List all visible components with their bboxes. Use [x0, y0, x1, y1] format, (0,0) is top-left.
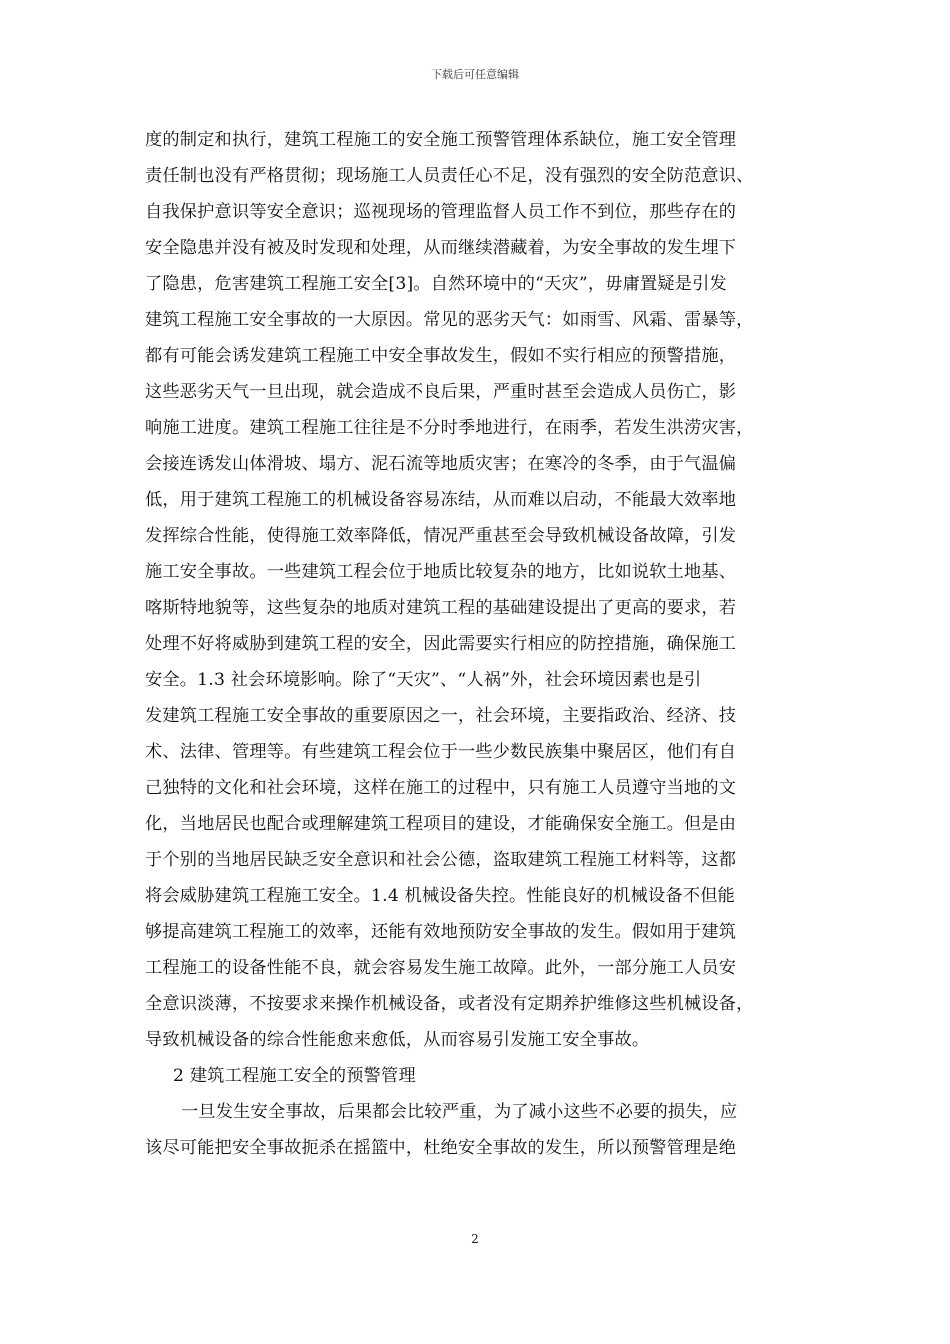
body-line: 建筑工程施工安全事故的一大原因。常见的恶劣天气：如雨雪、风霜、雷暴等， — [145, 310, 754, 330]
section-heading: 2 建筑工程施工安全的预警管理 — [173, 1066, 416, 1086]
body-line: 度的制定和执行，建筑工程施工的安全施工预警管理体系缺位，施工安全管理 — [145, 130, 737, 150]
body-line: 导致机械设备的综合性能愈来愈低，从而容易引发施工安全事故。 — [145, 1030, 650, 1050]
body-line: 责任制也没有严格贯彻；现场施工人员责任心不足，没有强烈的安全防范意识、 — [145, 166, 754, 186]
body-line: 化，当地居民也配合或理解建筑工程项目的建设，才能确保安全施工。但是由 — [145, 814, 737, 834]
body-line: 安全。1.3 社会环境影响。除了“天灾”、“人祸”外，社会环境因素也是引 — [145, 670, 702, 690]
body-line: 会接连诱发山体滑坡、塌方、泥石流等地质灾害；在寒冷的冬季，由于气温偏 — [145, 454, 737, 474]
body-line: 自我保护意识等安全意识；巡视现场的管理监督人员工作不到位，那些存在的 — [145, 202, 737, 222]
body-line: 术、法律、管理等。有些建筑工程会位于一些少数民族集中聚居区，他们有自 — [145, 742, 737, 762]
page-header: 下载后可任意编辑 — [431, 68, 519, 81]
document-body — [145, 122, 825, 1166]
body-line: 将会威胁建筑工程施工安全。1.4 机械设备失控。性能良好的机械设备不但能 — [145, 886, 736, 906]
body-line: 喀斯特地貌等，这些复杂的地质对建筑工程的基础建设提出了更高的要求，若 — [145, 598, 737, 618]
body-line: 全意识淡薄，不按要求来操作机械设备，或者没有定期养护维修这些机械设备， — [145, 994, 754, 1014]
body-line: 发挥综合性能，使得施工效率降低，情况严重甚至会导致机械设备故障，引发 — [145, 526, 737, 546]
body-line: 己独特的文化和社会环境，这样在施工的过程中，只有施工人员遵守当地的文 — [145, 778, 737, 798]
body-line: 了隐患，危害建筑工程施工安全[3]。自然环境中的“天灾”，毋庸置疑是引发 — [145, 274, 727, 294]
body-line: 一旦发生安全事故，后果都会比较严重，为了减小这些不必要的损失，应 — [181, 1102, 738, 1122]
body-line: 这些恶劣天气一旦出现，就会造成不良后果，严重时甚至会造成人员伤亡，影 — [145, 382, 737, 402]
body-line: 够提高建筑工程施工的效率，还能有效地预防安全事故的发生。假如用于建筑 — [145, 922, 737, 942]
body-line: 该尽可能把安全事故扼杀在摇篮中，杜绝安全事故的发生，所以预警管理是绝 — [145, 1138, 737, 1158]
body-line: 安全隐患并没有被及时发现和处理，从而继续潜藏着，为安全事故的发生埋下 — [145, 238, 737, 258]
body-line: 响施工进度。建筑工程施工往往是不分时季地进行，在雨季，若发生洪涝灾害， — [145, 418, 754, 438]
body-line: 处理不好将威胁到建筑工程的安全，因此需要实行相应的防控措施，确保施工 — [145, 634, 737, 654]
page-number: 2 — [471, 1232, 479, 1246]
body-line: 低，用于建筑工程施工的机械设备容易冻结，从而难以启动，不能最大效率地 — [145, 490, 737, 510]
body-line: 于个别的当地居民缺乏安全意识和社会公德，盗取建筑工程施工材料等，这都 — [145, 850, 737, 870]
body-line: 工程施工的设备性能不良，就会容易发生施工故障。此外，一部分施工人员安 — [145, 958, 737, 978]
body-line: 都有可能会诱发建筑工程施工中安全事故发生，假如不实行相应的预警措施， — [145, 346, 737, 366]
body-line: 施工安全事故。一些建筑工程会位于地质比较复杂的地方，比如说软土地基、 — [145, 562, 737, 582]
body-line: 发建筑工程施工安全事故的重要原因之一，社会环境，主要指政治、经济、技 — [145, 706, 737, 726]
